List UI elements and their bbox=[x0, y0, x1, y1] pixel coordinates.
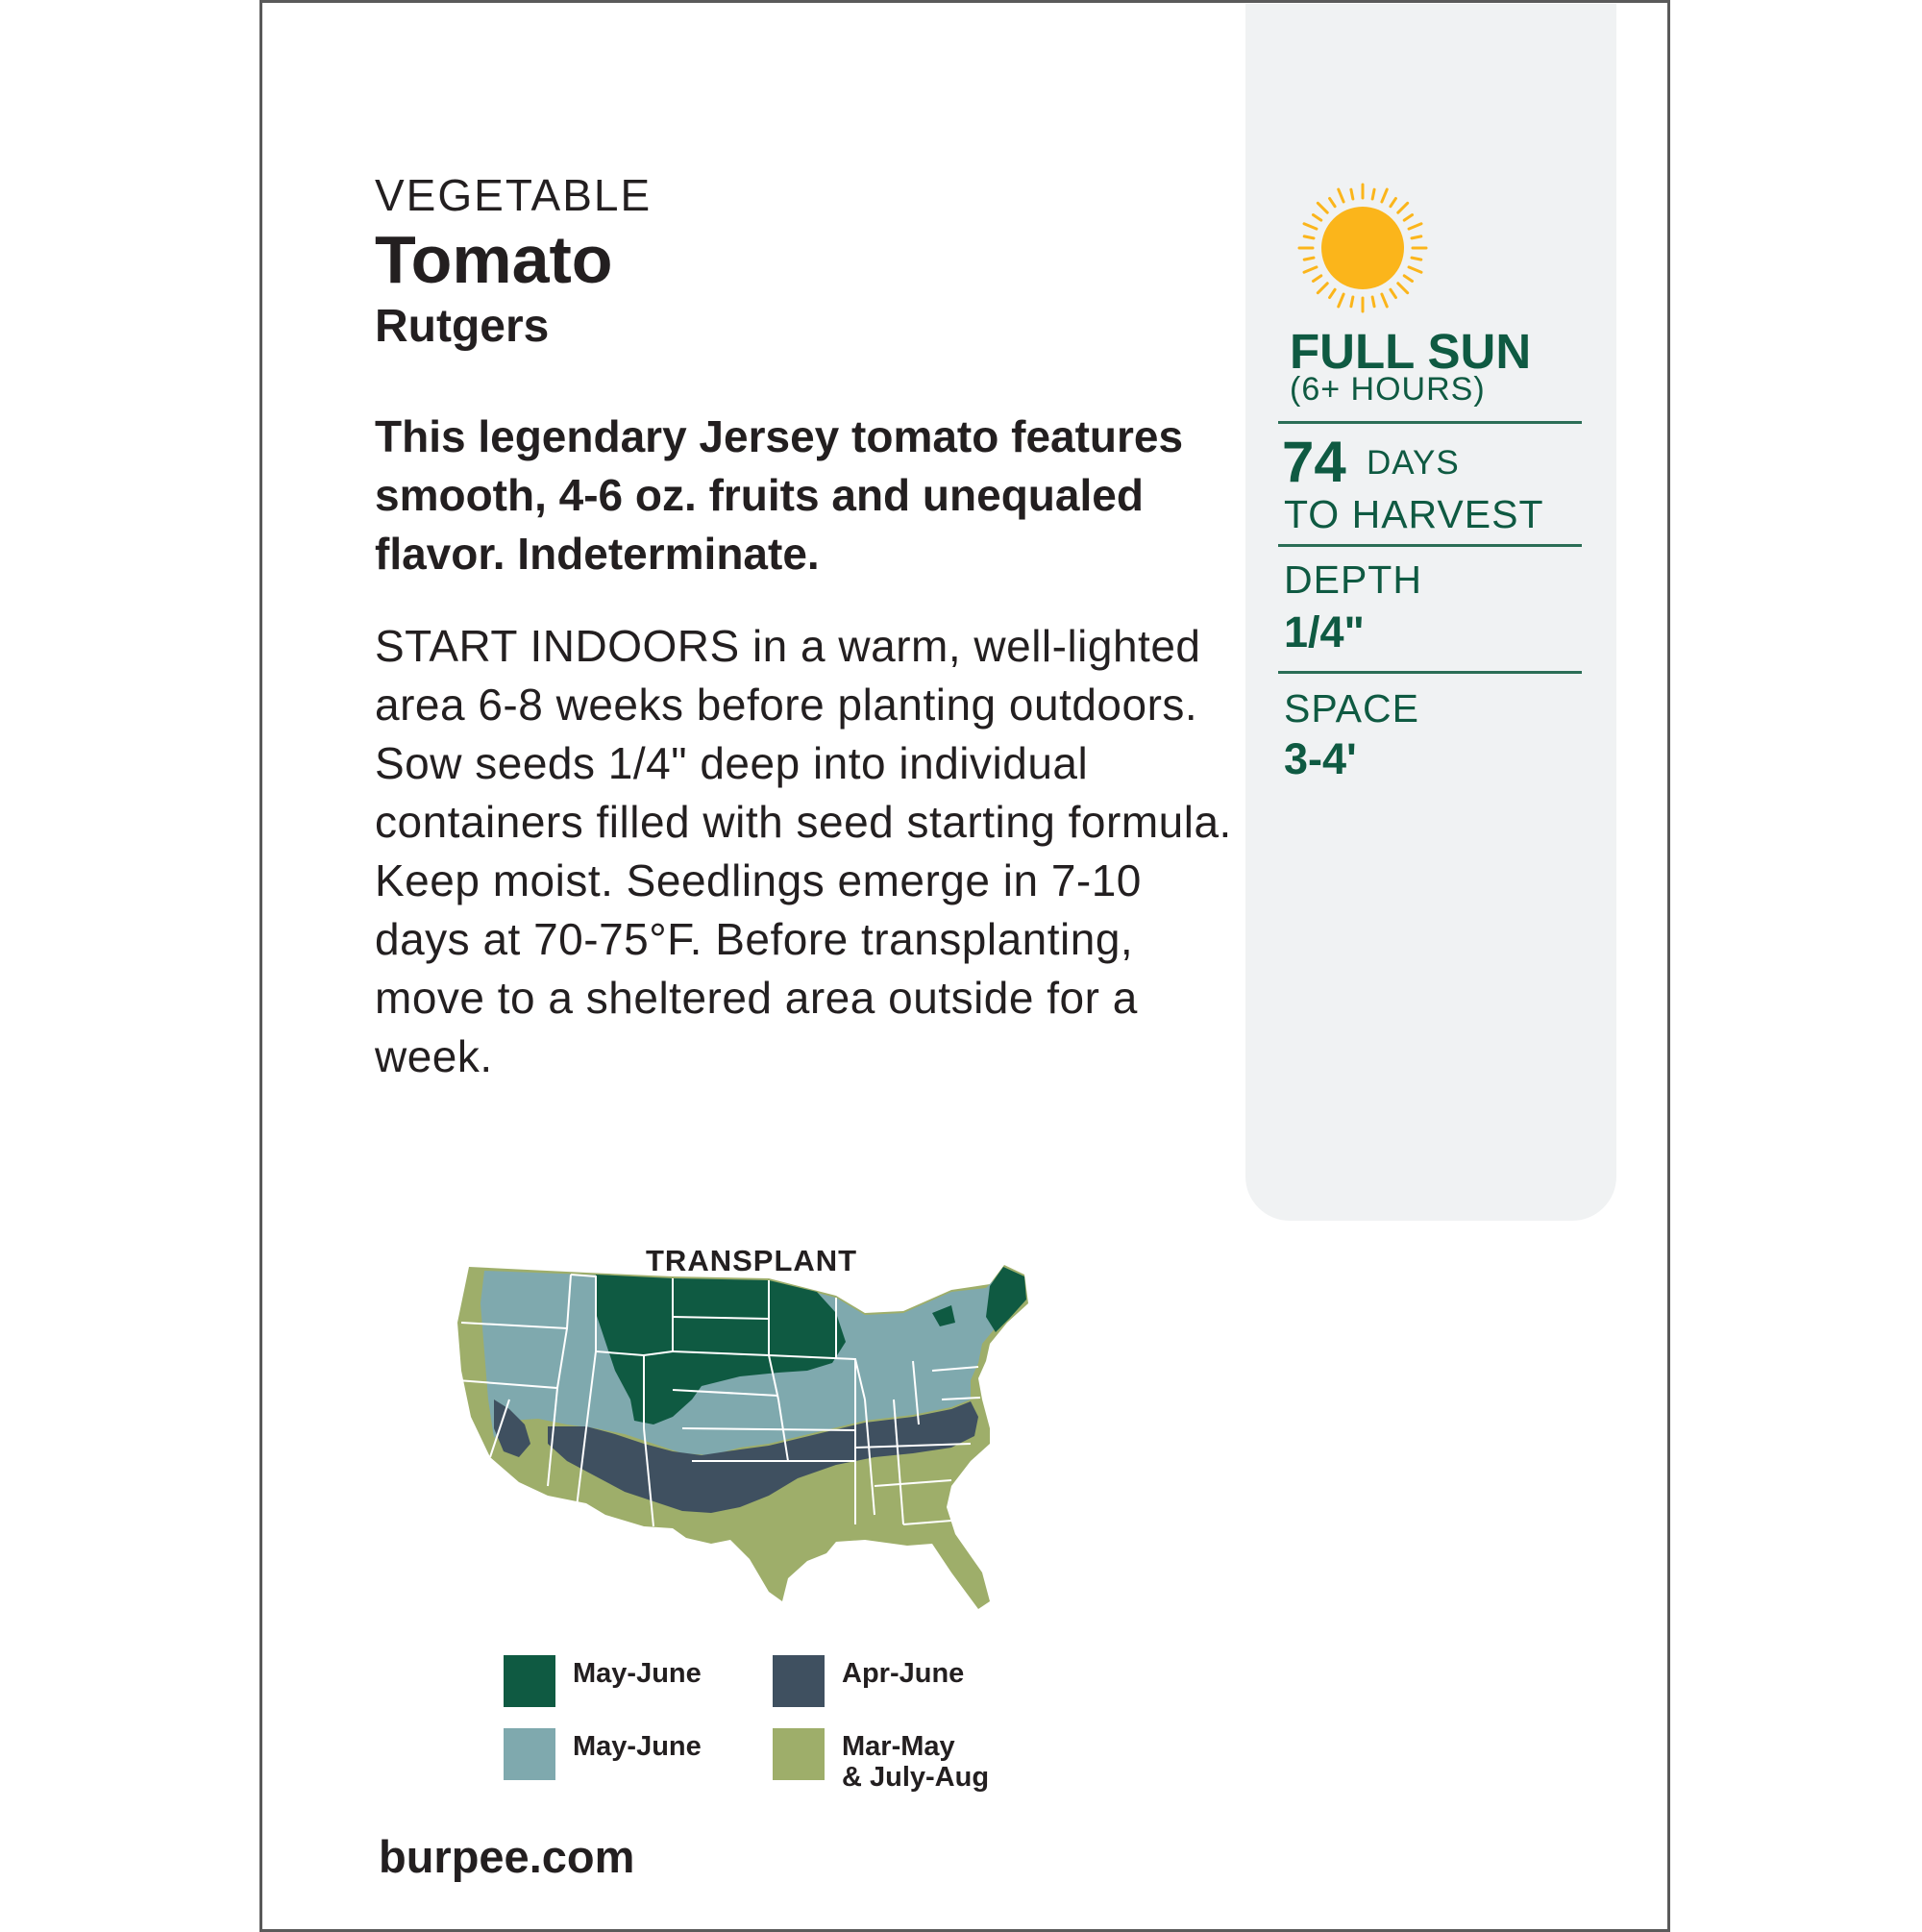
sun-icon bbox=[1297, 183, 1428, 313]
legend-label: Mar-May bbox=[842, 1731, 955, 1762]
sun-ray bbox=[1330, 289, 1336, 297]
website-link[interactable]: burpee.com bbox=[379, 1831, 635, 1882]
sun-ray bbox=[1304, 236, 1314, 238]
space-value: 3-4' bbox=[1284, 734, 1357, 783]
map-title: TRANSPLANT bbox=[646, 1244, 858, 1277]
divider bbox=[1278, 421, 1582, 424]
days-to-harvest-number: 74 bbox=[1282, 430, 1346, 494]
legend-swatch bbox=[504, 1728, 555, 1780]
legend-label-line2: & July-Aug bbox=[842, 1762, 990, 1793]
planting-instructions: START INDOORS in a warm, well-lighted area 6-8 weeks before planting outdoors. Sow seeds 1/4" deep into individual containers filled with seed starting formula. Keep moist. Seedlings emerge in 7-10 days at 70-75°F. Before transplanting, move to a sheltered area outside for a week. bbox=[375, 621, 1232, 1081]
sun-requirement: FULL SUN bbox=[1290, 324, 1532, 379]
sun-ray bbox=[1313, 276, 1320, 282]
depth-value: 1/4" bbox=[1284, 607, 1365, 656]
sun-ray bbox=[1409, 267, 1421, 272]
divider bbox=[1278, 671, 1582, 674]
days-to-harvest-label: TO HARVEST bbox=[1284, 492, 1544, 536]
sun-ray bbox=[1351, 189, 1353, 199]
sun-ray bbox=[1313, 215, 1320, 221]
sun-ray bbox=[1372, 189, 1374, 199]
sun-ray bbox=[1351, 297, 1353, 307]
divider bbox=[1278, 544, 1582, 547]
legend-label: May-June bbox=[573, 1658, 702, 1689]
product-description: This legendary Jersey tomato features smooth, 4-6 oz. fruits and unequaled flavor. Indeterminate. bbox=[375, 411, 1184, 579]
sun-ray bbox=[1382, 189, 1387, 202]
legend-swatch bbox=[773, 1655, 825, 1707]
legend-label: Apr-June bbox=[842, 1658, 965, 1689]
legend-swatch bbox=[773, 1728, 825, 1780]
sun-ray bbox=[1330, 198, 1336, 206]
depth-label: DEPTH bbox=[1284, 557, 1422, 602]
product-variety: Rutgers bbox=[375, 301, 550, 352]
sun-ray bbox=[1404, 276, 1412, 282]
sun-ray bbox=[1304, 224, 1317, 229]
sun-ray bbox=[1318, 203, 1327, 212]
sun-ray bbox=[1318, 284, 1327, 293]
product-name: Tomato bbox=[375, 222, 613, 297]
days-unit: DAYS bbox=[1367, 444, 1460, 482]
sun-hours: (6+ HOURS) bbox=[1290, 371, 1486, 408]
sun-ray bbox=[1398, 284, 1408, 293]
sun-ray bbox=[1404, 215, 1412, 221]
sun-ray bbox=[1339, 189, 1343, 202]
legend-label: May-June bbox=[573, 1731, 702, 1762]
sun-ray bbox=[1391, 289, 1396, 297]
sun-ray bbox=[1409, 224, 1421, 229]
sun-ray bbox=[1398, 203, 1408, 212]
sun-ray bbox=[1412, 236, 1421, 238]
sun-ray bbox=[1372, 297, 1374, 307]
space-label: SPACE bbox=[1284, 686, 1419, 731]
sun-ray bbox=[1391, 198, 1396, 206]
sun-ray bbox=[1382, 294, 1387, 307]
us-planting-zone-map bbox=[452, 1255, 1076, 1655]
product-category: VEGETABLE bbox=[375, 170, 653, 220]
sun-ray bbox=[1304, 267, 1317, 272]
legend-swatch bbox=[504, 1655, 555, 1707]
sun-ray bbox=[1304, 258, 1314, 260]
sun-ray bbox=[1412, 258, 1421, 260]
sun-ray bbox=[1339, 294, 1343, 307]
